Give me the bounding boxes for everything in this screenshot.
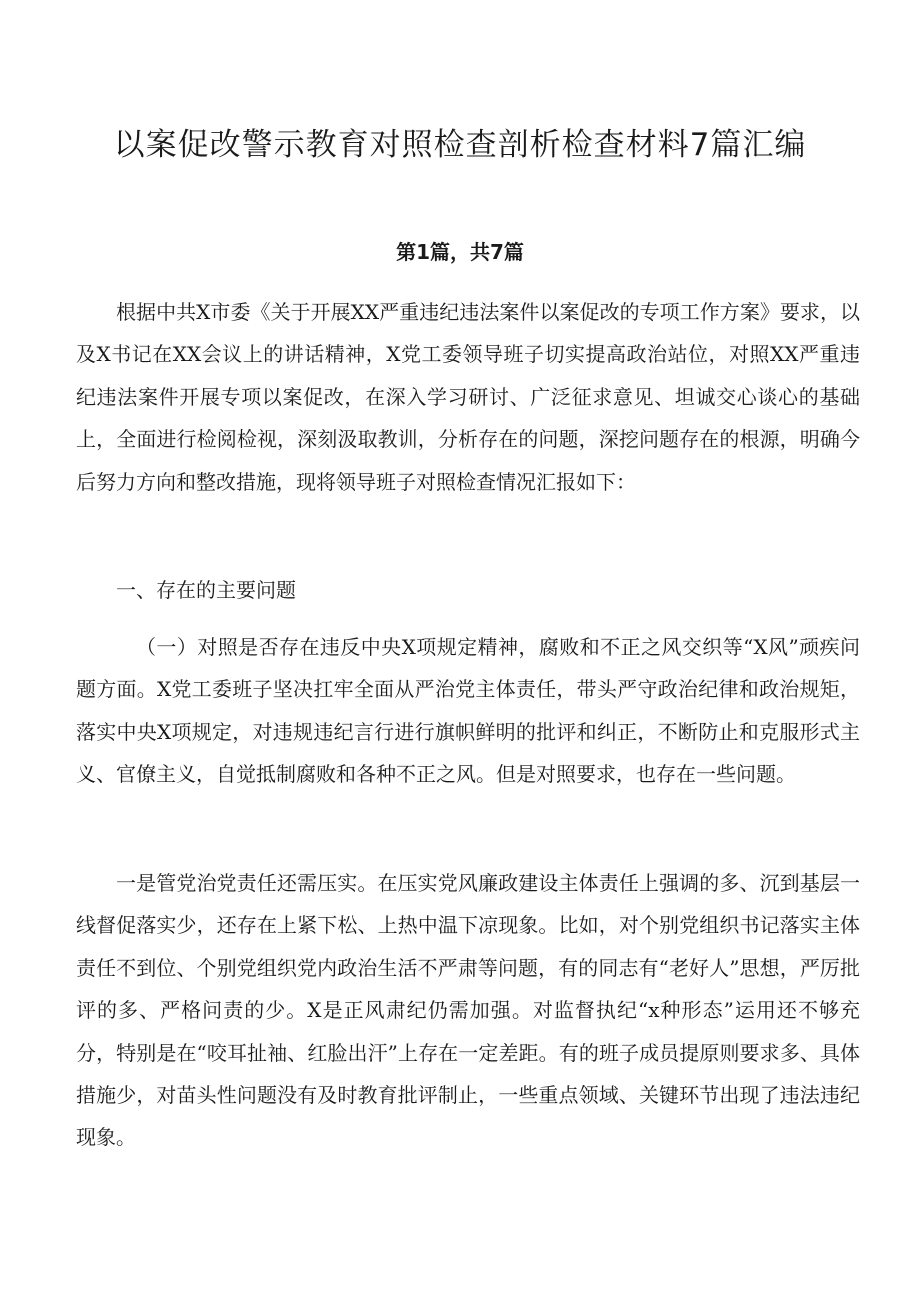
sub-paragraph-1: （一）对照是否存在违反中央X项规定精神，腐败和不正之风交织等“X风”顽疾问题方面。X党工委班子坚决扛牢全面从严治党主体责任，带头严守政治纪律和政治规矩，落实中央X项规定，对违规违纪言行进行旗帜鲜明的批评和纠正，不断防止和克服形式主义、官僚主义，自觉抵制腐败和各种不正之风。但是对照要求，也存在一些问题。 bbox=[76, 635, 860, 787]
section-heading: 第1篇，共7篇 bbox=[396, 240, 524, 264]
intro-paragraph: 根据中共X市委《关于开展XX严重违纪违法案件以案促改的专项工作方案》要求，以及X书记在XX会议上的讲话精神，X党工委领导班子切实提高政治站位，对照XX严重违纪违法案件开展专项以案促改，在深入学习研讨、广泛征求意见、坦诚交心谈心的基础上，全面进行检阅检视，深刻汲取教训，分析存在的问题，深挖问题存在的根源，明确今后努力方向和整改措施，现将领导班子对照检查情况汇报如下： bbox=[76, 300, 860, 494]
outline-heading-1: 一、存在的主要问题 bbox=[116, 578, 296, 602]
document-title: 以案促改警示教育对照检查剖析检查材料7篇汇编 bbox=[113, 127, 807, 163]
point-paragraph-1: 一是管党治党责任还需压实。在压实党风廉政建设主体责任上强调的多、沉到基层一线督促落实少，还存在上紧下松、上热中温下凉现象。比如，对个别党组织书记落实主体责任不到位、个别党组织党内政治生活不严肃等问题，有的同志有“老好人”思想，严厉批评的多、严格问责的少。X是正风肃纪仍需加强。对监督执纪“x种形态”运用还不够充分，特别是在“咬耳扯袖、红脸出汗”上存在一定差距。有的班子成员提原则要求多、具体措施少，对苗头性问题没有及时教育批评制止，一些重点领域、关键环节出现了违法违纪现象。 bbox=[76, 871, 860, 1150]
